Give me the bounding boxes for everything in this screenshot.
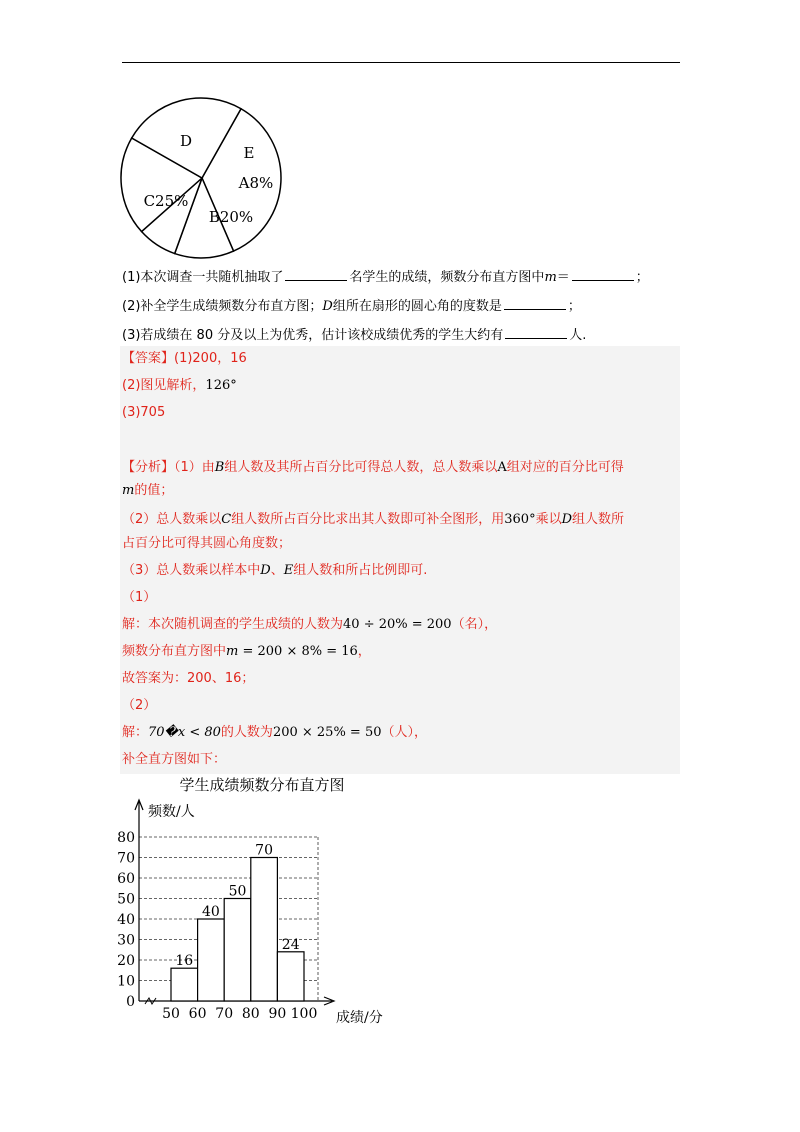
x-tick-70: 70 — [215, 1006, 234, 1022]
q1-eq: ＝ — [556, 270, 570, 285]
x-tick-60: 60 — [188, 1006, 207, 1022]
q1-end: ； — [635, 270, 649, 285]
q1-var-m: m — [544, 270, 557, 285]
answer-line-3: (3)705 — [122, 405, 166, 420]
an7-formula: 40 ÷ 20% = 200 — [343, 617, 452, 632]
bar-label-80-90: 70 — [255, 842, 274, 859]
an3-var-c: C — [221, 512, 232, 527]
an5-a: （3）总人数乘以样本中 — [122, 563, 261, 578]
an8-formula: = 200 × 8% = 16 — [238, 644, 358, 659]
q1-blank-1 — [285, 268, 347, 281]
analysis-line-2 — [122, 482, 173, 500]
an11-ineq: 70�x < 80 — [148, 725, 221, 740]
analysis-line-12: 补全直方图如下： — [122, 752, 227, 767]
analysis-line-1 — [122, 459, 624, 477]
y-tick-0: 0 — [126, 994, 135, 1010]
x-tick-90: 90 — [268, 1006, 287, 1022]
question-1 — [122, 268, 649, 287]
bar-label-70-80: 50 — [228, 883, 247, 900]
answer-2-text: (2)图见解析， — [122, 378, 206, 393]
an1-c: 组对应的百分比可得 — [506, 460, 624, 475]
header-rule — [122, 62, 680, 63]
an3-360: 360° — [504, 512, 536, 527]
an1-a: 【分析】（1）由 — [122, 460, 215, 475]
analysis-line-6: （1） — [122, 590, 157, 605]
pie-label-d: D — [179, 132, 193, 150]
bar-50-60 — [171, 968, 198, 1001]
question-2 — [122, 297, 581, 316]
y-tick-30: 30 — [117, 932, 135, 949]
answer-2-angle: 126° — [205, 378, 237, 393]
q2-blank — [504, 297, 566, 310]
q2-end: ； — [567, 299, 581, 314]
answer-line-2 — [122, 377, 237, 395]
x-axis-label: 成绩/分 — [336, 1010, 383, 1026]
bar-60-70 — [198, 919, 225, 1001]
analysis-line-8 — [122, 643, 371, 661]
x-tick-100: 100 — [290, 1006, 318, 1022]
histogram-chart — [117, 772, 680, 1026]
analysis-line-3 — [122, 511, 624, 529]
an8-var-m: m — [226, 644, 239, 659]
axis-break-icon — [145, 998, 156, 1004]
an5-var-d: D — [260, 563, 271, 578]
y-tick-20: 20 — [117, 953, 135, 969]
q3-blank — [505, 326, 567, 339]
an8-a: 频数分布直方图中 — [122, 644, 227, 659]
an11-c: （人）， — [381, 725, 428, 740]
y-axis-label: 频数/人 — [148, 804, 195, 820]
an3-d: 组人数所 — [572, 512, 625, 527]
an8-b: ， — [357, 644, 371, 659]
an11-a: 解： — [122, 725, 149, 740]
analysis-line-5 — [122, 562, 427, 580]
question-3 — [122, 326, 586, 345]
an2-a: 的值； — [134, 483, 174, 498]
answer-panel — [120, 346, 680, 774]
bar-label-60-70: 40 — [201, 904, 220, 920]
bar-70-80 — [224, 899, 251, 1002]
an3-var-d: D — [561, 512, 573, 527]
an7-b: （名）， — [451, 617, 498, 632]
pie-chart — [118, 96, 288, 266]
an1-b: 组人数及其所占百分比可得总人数，总人数乘以 — [224, 460, 498, 475]
q3-end: 人. — [569, 328, 587, 343]
q2-text-b: 组所在扇形的圆心角的度数是 — [332, 299, 502, 314]
q1-text-b: 名学生的成绩，频数分布直方图中 — [349, 270, 545, 285]
analysis-line-7 — [122, 616, 497, 634]
bar-label-50-60: 16 — [175, 953, 194, 970]
q3-text-a: (3)若成绩在 80 分及以上为优秀，估计该校成绩优秀的学生大约有 — [122, 328, 504, 343]
an5-var-e: E — [283, 563, 294, 578]
analysis-line-4: 占百分比可得其圆心角度数； — [122, 536, 292, 551]
bar-80-90 — [251, 858, 278, 1002]
an3-a: （2）总人数乘以 — [122, 512, 222, 527]
an2-var-m: m — [122, 483, 135, 498]
an11-formula: 200 × 25% = 50 — [272, 725, 382, 740]
bar-label-90-100: 24 — [281, 936, 300, 953]
histogram-panel — [117, 772, 680, 1026]
pie-label-c25: C25% — [143, 192, 189, 210]
analysis-line-11 — [122, 724, 427, 742]
x-tick-80: 80 — [241, 1006, 260, 1022]
answer-line-1: 【答案】(1)200，16 — [122, 351, 247, 366]
q2-text-a: (2)补全学生成绩频数分布直方图； — [122, 299, 323, 314]
an1-var-a: A — [497, 460, 507, 475]
pie-label-e: E — [243, 144, 255, 162]
x-tick-50: 50 — [162, 1006, 180, 1022]
an3-c: 乘以 — [535, 512, 562, 527]
y-tick-60: 60 — [117, 871, 135, 887]
pie-label-b20: B20% — [208, 208, 254, 226]
an5-sep: 、 — [270, 563, 284, 578]
histogram-title: 学生成绩频数分布直方图 — [179, 776, 345, 794]
an5-b: 组人数和所占比例即可. — [293, 563, 428, 578]
analysis-line-9: 故答案为：200、16； — [122, 671, 255, 686]
an3-b: 组人数所占百分比求出其人数即可补全图形，用 — [231, 512, 505, 527]
q1-blank-2 — [572, 268, 634, 281]
y-tick-80: 80 — [117, 830, 135, 846]
analysis-line-10: （2） — [122, 698, 157, 713]
y-tick-70: 70 — [117, 850, 135, 867]
an1-var-b: B — [214, 460, 225, 475]
y-tick-40: 40 — [117, 912, 135, 928]
y-tick-50: 50 — [117, 891, 135, 908]
an7-a: 解：本次随机调查的学生成绩的人数为 — [122, 617, 344, 632]
q1-text-a: (1)本次调查一共随机抽取了 — [122, 270, 284, 285]
an11-b: 的人数为 — [220, 725, 273, 740]
q2-var-d: D — [322, 299, 333, 314]
pie-label-a8: A8% — [238, 174, 274, 192]
bar-90-100 — [277, 952, 304, 1001]
y-tick-10: 10 — [117, 973, 135, 990]
